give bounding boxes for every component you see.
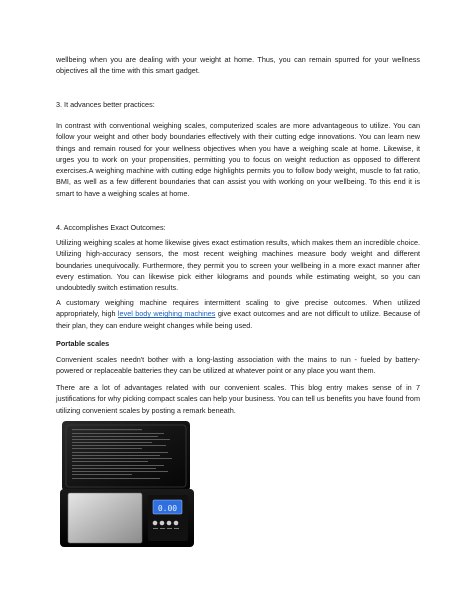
- section-heading-4: 4. Accomplishes Exact Outcomes:: [56, 223, 166, 232]
- paragraph-wellbeing: wellbeing when you are dealing with your weight at home. Thus, you can remain spurred for your wellness objectives all the time with this smart gadget.: [56, 55, 420, 76]
- body-weighing-machines-link[interactable]: level body weighing machines: [117, 309, 216, 319]
- paragraph-customary-machine: [56, 297, 420, 331]
- weighing-platform: [68, 493, 142, 543]
- scale-display-reading: 0.00: [157, 504, 178, 513]
- subheading-portable-scales: Portable scales: [56, 339, 110, 348]
- paragraph-convenient-scales: Convenient scales needn't bother with a long-lasting association with the mains to run - fueled by battery-powered or replaceable batteries they can be utilized at whatever point or any place you want them.: [56, 355, 420, 376]
- paragraph-text: A customary weighing machine requires intermittent scaling to give precise outcomes. When utilized appropriately, high: [56, 298, 420, 319]
- paragraph-advantages: There are a lot of advantages related with our convenient scales. This blog entry makes sense of in 7 justifications for why picking compact scales can help your business. You can tell us benefits you have found from utilizing convenient scales by posting a remark beneath.: [56, 383, 420, 415]
- paragraph-better-practices: In contrast with conventional weighing scales, computerized scales are more advantageous to utilize. You can follow your weight and other body boundaries effectively with their cutting edge innovations. You can learn new things and remain roused for your wellness objectives when you have a weighing scale at home. Likewise, it urges you to work on your propensities, permitting you to focus on weight reduction as opposed to different exercises.A weighing machine with cutting edge highlights permits you to follow body weight, muscle to fat ratio, BMI, as well as a few different boundaries that can assist you with working on your wellbeing. To this end it is smart to have a weighing scales at home.: [56, 121, 420, 198]
- paragraph-text: give exact outcomes and are not difficult to utilize. Because of their plan, they can endure weight changes while being used.: [56, 309, 420, 330]
- pocket-scale-photo: [58, 419, 198, 549]
- section-heading-3: 3. It advances better practices:: [56, 100, 155, 109]
- paragraph-exact-outcomes: Utilizing weighing scales at home likewise gives exact estimation results, which makes them an incredible choice. Utilizing high-accuracy sensors, the most recent weighing machines measure body weight and different boundaries unequivocally. Furthermore, they permit you to screen your wellbeing in a more exact manner after every estimation. You can likewise pick either kilograms and pounds while estimating weight, so you can undoubtedly switch estimation results.: [56, 238, 420, 293]
